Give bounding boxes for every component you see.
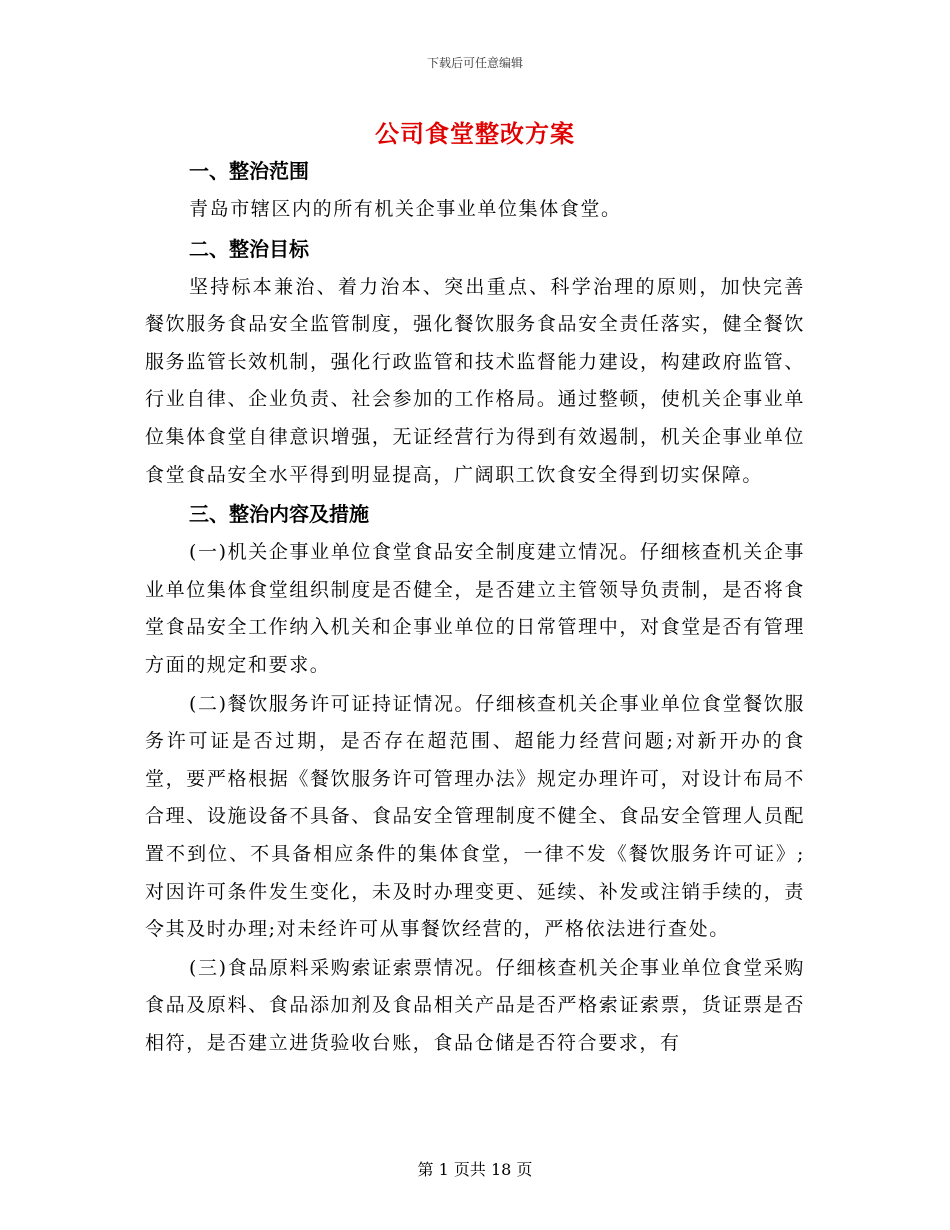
paragraph-goals: 坚持标本兼治、着力治本、突出重点、科学治理的原则，加快完善餐饮服务食品安全监管制度，强化餐饮服务食品安全责任落实，健全餐饮服务监管长效机制，强化行政监管和技术监督能力建设，构建政府监管、行业自律、企业负责、社会参加的工作格局。通过整顿，使机关企事业单位集体食堂自律意识增强，无证经营行为得到有效遏制，机关企事业单位食堂食品安全水平得到明显提高，广阔职工饮食安全得到切实保障。 [145, 275, 805, 486]
page-number-footer: 第 1 页共 18 页 [417, 1160, 533, 1179]
section-heading-goals: 二、整治目标 [189, 236, 309, 261]
paragraph-measure-1: (一)机关企事业单位食堂食品安全制度建立情况。仔细核查机关企事业单位集体食堂组织制度是否健全，是否建立主管领导负责制，是否将食堂食品安全工作纳入机关和企事业单位的日常管理中，对食堂是否有管理方面的规定和要求。 [145, 541, 805, 676]
document-title: 公司食堂整改方案 [375, 119, 575, 148]
paragraph-measure-3: (三)食品原料采购索证索票情况。仔细核查机关企事业单位食堂采购食品及原料、食品添加剂及食品相关产品是否严格索证索票，货证票是否相符，是否建立进货验收台账，食品仓储是否符合要求，有 [145, 956, 805, 1054]
document-body [145, 152, 805, 1063]
paragraph-scope: 青岛市辖区内的所有机关企事业单位集体食堂。 [189, 198, 622, 220]
section-heading-measures: 三、整治内容及措施 [189, 502, 369, 527]
paragraph-measure-2: (二)餐饮服务许可证持证情况。仔细核查机关企事业单位食堂餐饮服务许可证是否过期，是否存在超范围、超能力经营问题;对新开办的食堂，要严格根据《餐饮服务许可管理办法》规定办理许可，对设计布局不合理、设施设备不具备、食品安全管理制度不健全、食品安全管理人员配置不到位、不具备相应条件的集体食堂，一律不发《餐饮服务许可证》;对因许可条件发生变化，未及时办理变更、延续、补发或注销手续的，责令其及时办理;对未经许可从事餐饮经营的，严格依法进行查处。 [145, 692, 805, 941]
page-header-note: 下载后可任意编辑 [426, 56, 523, 70]
section-heading-scope: 一、整治范围 [189, 159, 309, 183]
